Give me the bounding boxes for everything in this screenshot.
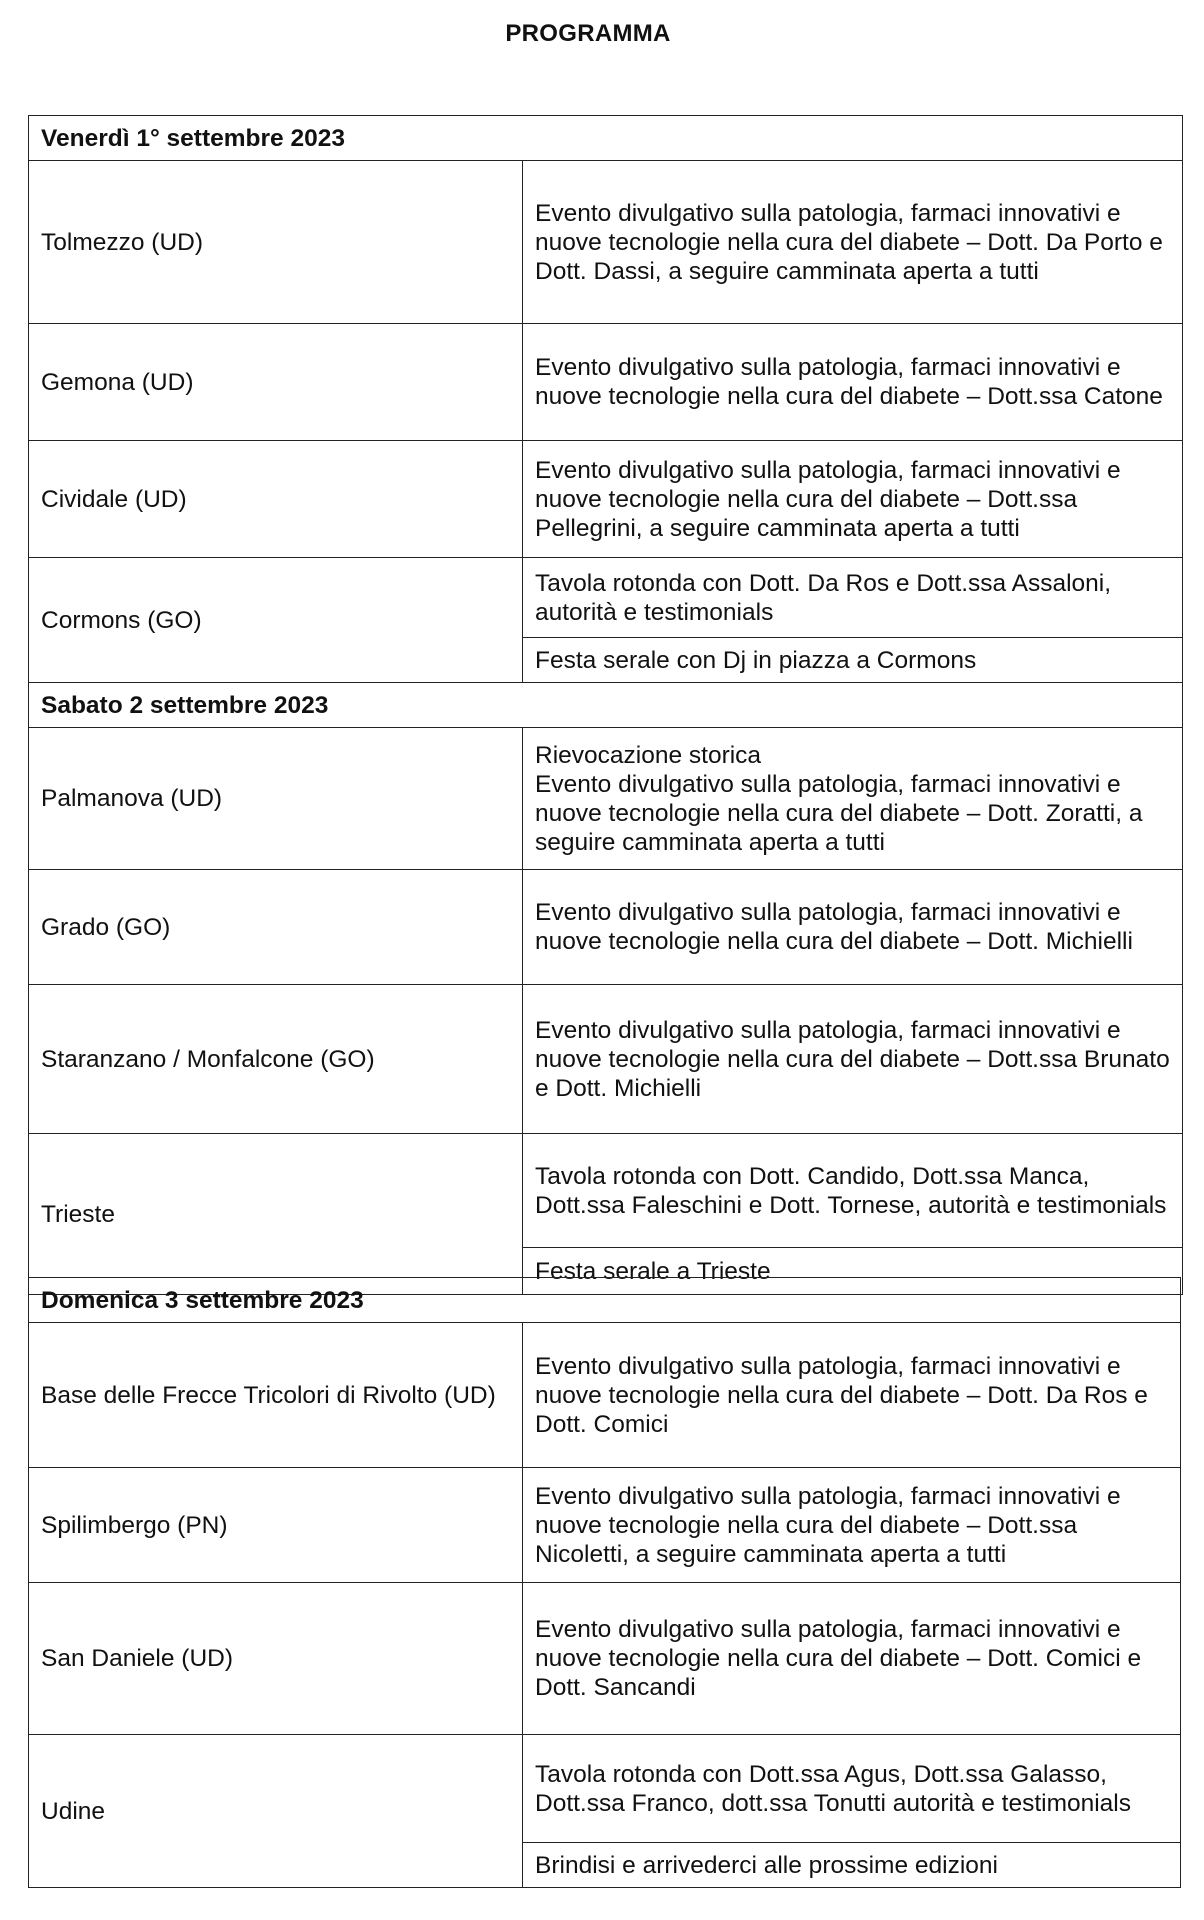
event-cell: Festa serale con Dj in piazza a Cormons: [523, 638, 1183, 683]
event-line: Evento divulgativo sulla patologia, farmaci innovativi e nuove tecnologie nella cura del diabete – Dott. Zoratti, a seguire camminata aperta a tutti: [535, 770, 1143, 856]
event-line: Rievocazione storica: [535, 741, 762, 769]
event-cell: Evento divulgativo sulla patologia, farmaci innovativi e nuove tecnologie nella cura del diabete – Dott. Da Ros e Dott. Comici: [523, 1323, 1181, 1468]
event-cell: Evento divulgativo sulla patologia, farmaci innovativi e nuove tecnologie nella cura del diabete – Dott.ssa Pellegrini, a seguire camminata aperta a tutti: [523, 441, 1183, 558]
place-cell: Palmanova (UD): [29, 728, 523, 870]
place-cell: Udine: [29, 1735, 523, 1888]
day-heading: Sabato 2 settembre 2023: [29, 683, 1183, 728]
place-cell: Cividale (UD): [29, 441, 523, 558]
event-cell: [523, 728, 1183, 870]
event-cell: Evento divulgativo sulla patologia, farmaci innovativi e nuove tecnologie nella cura del diabete – Dott.ssa Nicoletti, a seguire camminata aperta a tutti: [523, 1468, 1181, 1583]
place-cell: Base delle Frecce Tricolori di Rivolto (UD): [29, 1323, 523, 1468]
day-heading: Domenica 3 settembre 2023: [29, 1278, 1181, 1323]
event-cell: Brindisi e arrivederci alle prossime edizioni: [523, 1843, 1181, 1888]
place-cell: Grado (GO): [29, 870, 523, 985]
place-cell: Tolmezzo (UD): [29, 161, 523, 324]
event-cell: Evento divulgativo sulla patologia, farmaci innovativi e nuove tecnologie nella cura del diabete – Dott. Comici e Dott. Sancandi: [523, 1583, 1181, 1735]
event-cell: Tavola rotonda con Dott. Da Ros e Dott.ssa Assaloni, autorità e testimonials: [523, 558, 1183, 638]
event-cell: Tavola rotonda con Dott.ssa Agus, Dott.ssa Galasso, Dott.ssa Franco, dott.ssa Tonutti autorità e testimonials: [523, 1735, 1181, 1843]
event-cell: Evento divulgativo sulla patologia, farmaci innovativi e nuove tecnologie nella cura del diabete – Dott. Da Porto e Dott. Dassi, a seguire camminata aperta a tutti: [523, 161, 1183, 324]
place-cell: Cormons (GO): [29, 558, 523, 683]
place-cell: San Daniele (UD): [29, 1583, 523, 1735]
place-cell: Gemona (UD): [29, 324, 523, 441]
schedule-table-fri-sat: [28, 115, 1183, 1295]
place-cell: Trieste: [29, 1134, 523, 1295]
event-cell: Tavola rotonda con Dott. Candido, Dott.ssa Manca, Dott.ssa Faleschini e Dott. Tornese, autorità e testimonials: [523, 1134, 1183, 1248]
schedule-table-sun: [28, 1277, 1181, 1888]
event-cell: Festa serale a Trieste: [523, 1248, 1183, 1295]
event-cell: Evento divulgativo sulla patologia, farmaci innovativi e nuove tecnologie nella cura del diabete – Dott.ssa Catone: [523, 324, 1183, 441]
day-heading: Venerdì 1° settembre 2023: [29, 116, 1183, 161]
event-cell: Evento divulgativo sulla patologia, farmaci innovativi e nuove tecnologie nella cura del diabete – Dott.ssa Brunato e Dott. Michielli: [523, 985, 1183, 1134]
place-cell: Staranzano / Monfalcone (GO): [29, 985, 523, 1134]
place-cell: Spilimbergo (PN): [29, 1468, 523, 1583]
page-title: PROGRAMMA: [505, 20, 671, 47]
event-cell: Evento divulgativo sulla patologia, farmaci innovativi e nuove tecnologie nella cura del diabete – Dott. Michielli: [523, 870, 1183, 985]
